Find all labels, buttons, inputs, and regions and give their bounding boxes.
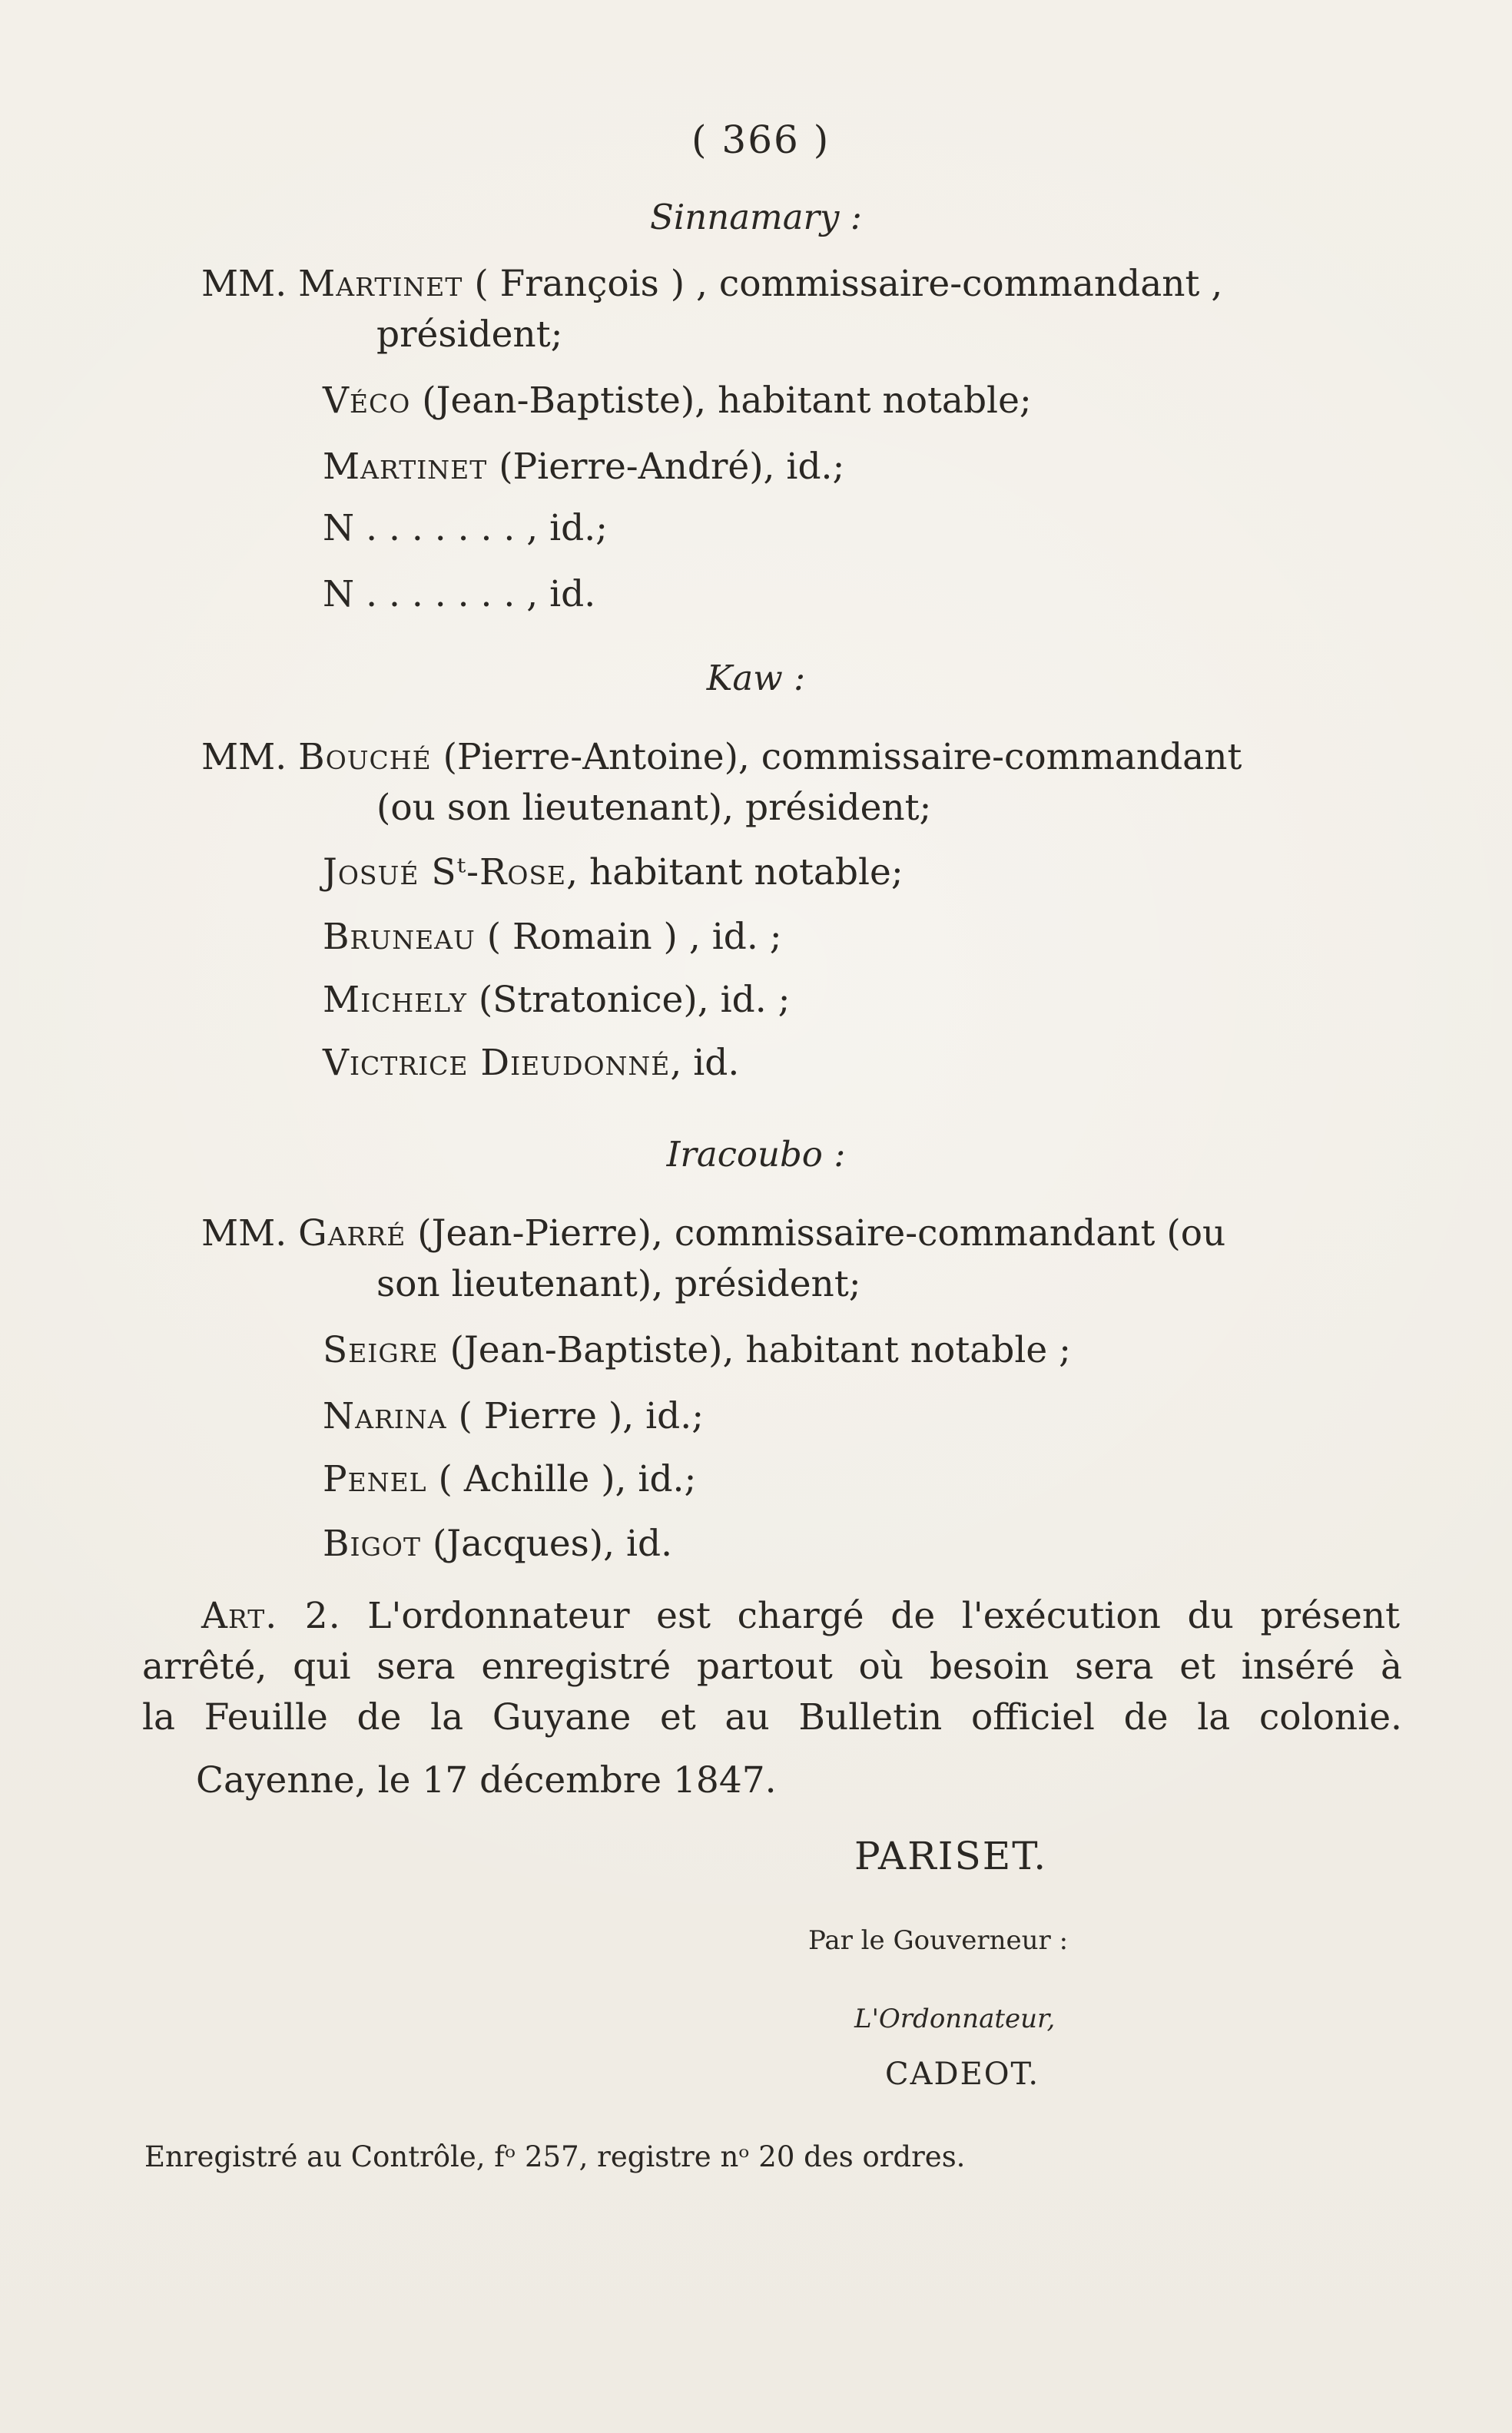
entry-details: , habitant notable; [566,851,904,893]
entry-name: Penel [323,1458,427,1500]
article-text: L'ordonnateur est chargé de l'exécution du présent [367,1595,1400,1637]
section-heading-sinnamary: Sinnamary : [650,197,862,237]
entry-details: ( Romain ) , id. ; [486,916,782,958]
ordonnateur-signature: CADEOT. [885,2057,1040,2092]
ordonnateur-title: L'Ordonnateur, [854,2004,1056,2034]
registration-footer: Enregistré au Contrôle, fᵒ 257, registre nᵒ 20 des ordres. [144,2140,966,2173]
entry-line [323,380,1032,423]
article-label: Art. 2. [201,1595,341,1637]
entry-continuation: (ou son lieutenant), président; [376,787,932,829]
governor-signature: PARISET. [854,1834,1048,1878]
entry-details: (Stratonice), id. ; [478,979,791,1021]
entry-line [201,736,1242,779]
entry-details: (Jacques), id. [432,1523,673,1565]
entry-line [323,979,790,1022]
entry-name: Bigot [323,1523,422,1565]
entry-details: (Jean-Baptiste), habitant notable ; [449,1329,1071,1371]
entry-name: Josué Sᵗ-Rose [323,851,567,893]
entry-line [323,1523,672,1566]
entry-continuation: président; [376,313,563,356]
entry-name: Michely [323,979,467,1021]
entry-name: Seigre [323,1329,439,1371]
section-heading-iracoubo: Iracoubo : [666,1134,846,1175]
entry-details: (Jean-Baptiste), habitant notable; [422,380,1032,422]
entry-line [201,1212,1225,1255]
entry-details: (Jean-Pierre), commissaire-commandant (ou [417,1212,1226,1255]
entry-name: Martinet [323,446,488,488]
entry-details: ( Achille ), id.; [438,1458,697,1500]
section-heading-kaw: Kaw : [706,658,806,698]
par-le-gouverneur: Par le Gouverneur : [808,1925,1069,1956]
entry-name: Narina [323,1395,447,1437]
entry-line [323,1395,704,1438]
entry-details: (Pierre-André), id.; [499,446,845,488]
entry-continuation: son lieutenant), président; [376,1263,861,1305]
entry-name: Véco [323,380,411,422]
article-line-2: arrêté, qui sera enregistré partout où besoin sera et inséré à [142,1646,1402,1688]
entry-line [323,446,844,489]
entry-line: N . . . . . . . , id. [323,573,596,615]
entry-details: (Pierre-Antoine), commissaire-commandant [443,736,1242,778]
entry-name: Bruneau [323,916,476,958]
date-line: Cayenne, le 17 décembre 1847. [196,1759,777,1802]
entry-line [201,263,1222,306]
entry-details: ( Pierre ), id.; [458,1395,705,1437]
entry-name: Martinet [298,263,463,305]
mm-label: MM. [201,736,287,778]
entry-name: Victrice Dieudonné [323,1042,671,1084]
mm-label: MM. [201,263,287,305]
entry-details: , id. [670,1042,740,1084]
entry-line [323,851,904,894]
entry-line [323,1458,696,1501]
article-line-1 [201,1595,1400,1638]
article-line-3: la Feuille de la Guyane et au Bulletin officiel de la colonie. [142,1696,1402,1739]
entry-line [323,916,782,959]
entry-name: Bouché [298,736,432,778]
entry-name: Garré [298,1212,406,1255]
mm-label: MM. [201,1212,287,1255]
page-number: ( 366 ) [691,118,831,162]
entry-line [323,1329,1071,1372]
entry-line: N . . . . . . . , id.; [323,507,608,549]
entry-line [323,1042,739,1085]
entry-details: ( François ) , commissaire-commandant , [474,263,1223,305]
